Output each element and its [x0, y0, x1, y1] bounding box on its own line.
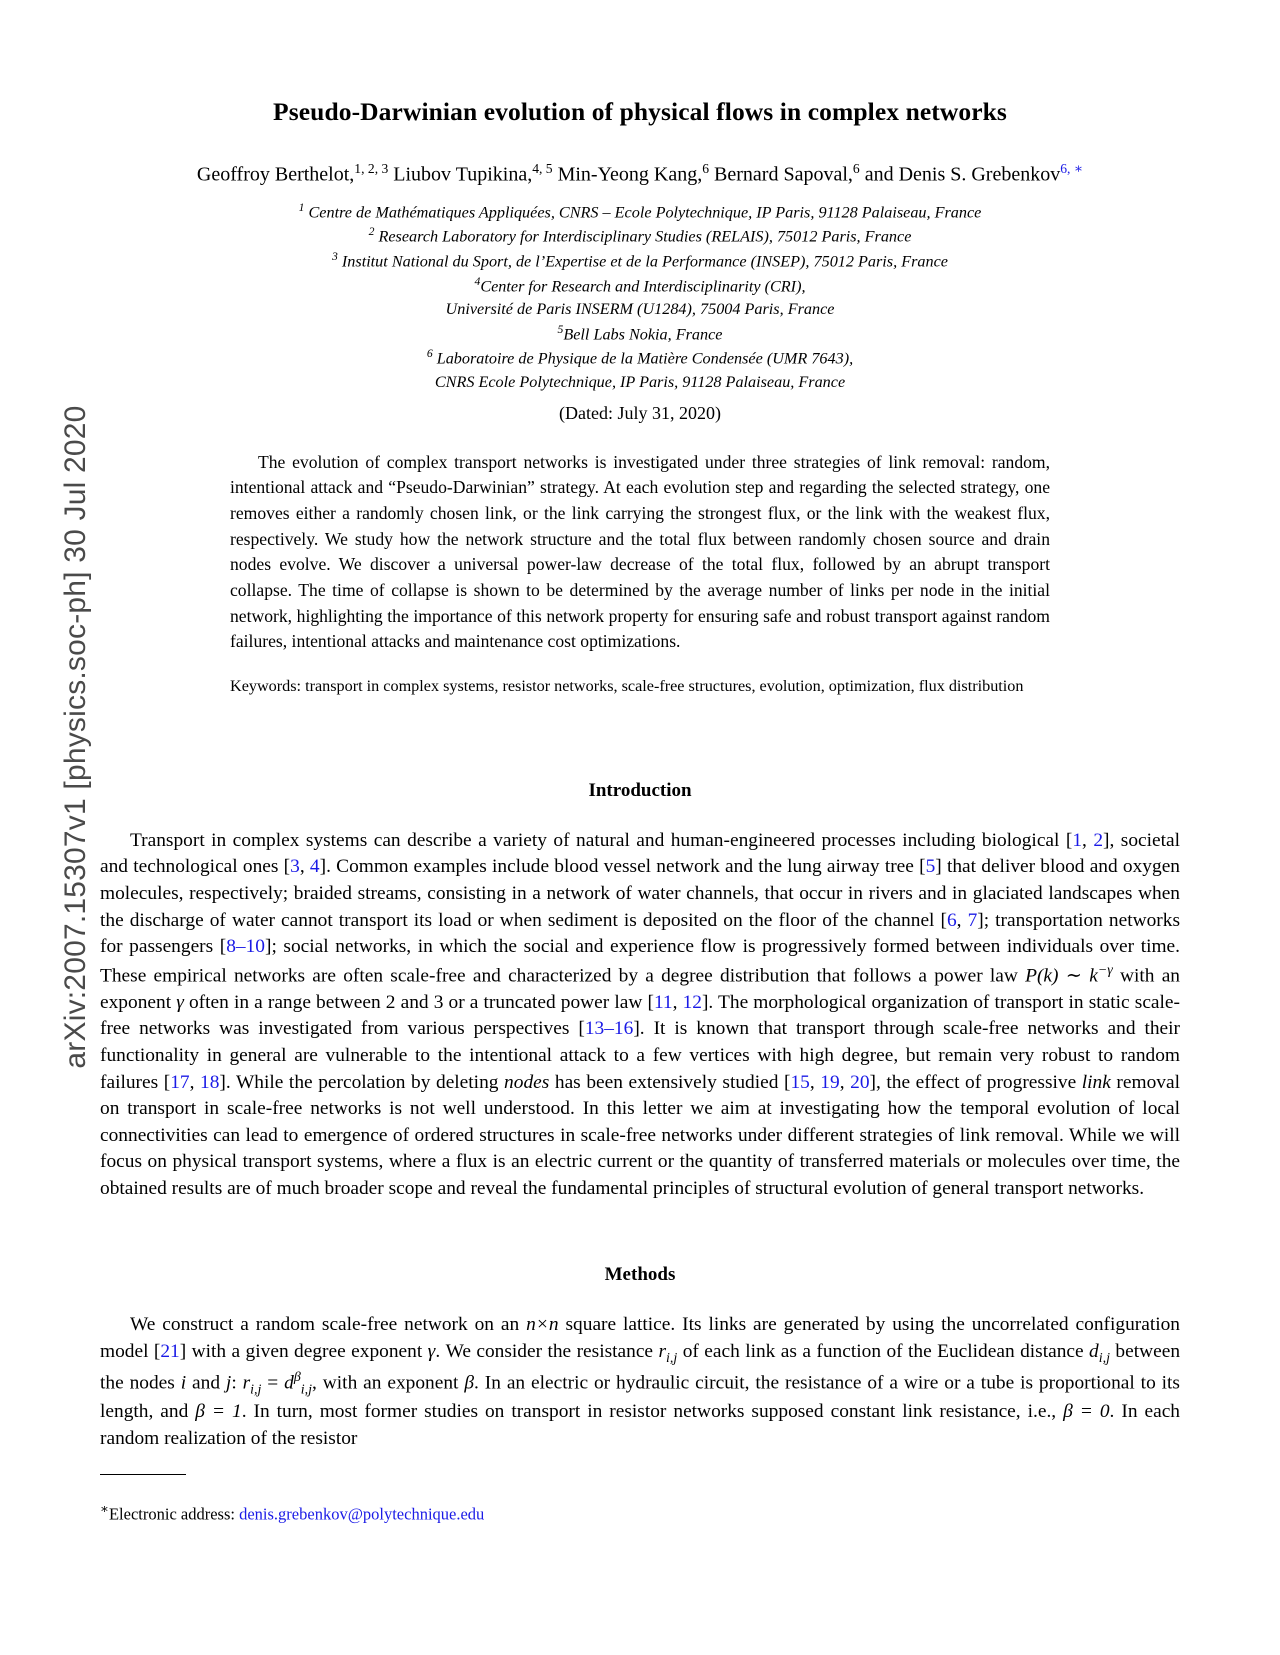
- footnote-label: Electronic address:: [108, 1504, 240, 1524]
- citation-link[interactable]: 3: [290, 856, 300, 878]
- paper-content: [100, 0, 1180, 1453]
- author-name-4: Bernard Sapoval,: [709, 163, 853, 186]
- affiliation-marker: 1: [298, 200, 305, 214]
- citation-link[interactable]: 8–10: [226, 936, 265, 958]
- affiliation-marker: 2: [368, 225, 375, 239]
- affiliation-item: [100, 274, 1180, 299]
- affiliation-text: Université de Paris INSERM (U1284), 75004 Paris, France: [445, 300, 835, 319]
- affiliation-text: Bell Labs Nokia, France: [563, 325, 723, 344]
- author-affil-marker-5[interactable]: 6, ∗: [1060, 160, 1084, 176]
- emphasis-nodes: nodes: [504, 1071, 550, 1093]
- affiliation-item: [100, 322, 1180, 347]
- citation-link[interactable]: 19: [820, 1071, 840, 1093]
- introduction-paragraph: Transport in complex systems can describe a variety of natural and human-engineered processes including biological [1, 2], societal and technological ones [3, 4]. Common examples include blood vessel network and the lung airway tree [5] that deliver blood and oxygen molecules, respectively; braided streams, consisting in a network of water channels, that occur in rivers and in glaciated landscapes when the discharge of water cannot transport its load or when sediment is deposited on the floor of the channel [6, 7]; transportation networks for passengers [8–10]; social networks, in which the social and experience flow is progressively formed between individuals over time. These empirical networks are often scale-free and characterized by a degree distribution that follows a power law P(k) ∼ $k^{-\gamma}$ with an exponent γ often in a range between 2 and 3 or a truncated power law [11, 12]. The morphological organization of transport in static scale-free networks was investigated from various perspectives [13–16]. It is known that transport through scale-free networks and their functionality in general are vulnerable to the intentional attack to a few vertices with high degree, but remain very robust to random failures [17, 18]. While the percolation by deleting nodes has been extensively studied [15, 19, 20], the effect of progressive link removal on transport in scale-free networks is not well understood. In this letter we aim at investigating how the temporal evolution of local connectivities can lead to emergence of ordered structures in scale-free networks under different strategies of link removal. While we will focus on physical transport systems, where a flux is an electric current or the quantity of transferred materials or molecules over time, the obtained results are of much broader scope and reveal the fundamental principles of structural evolution of general transport networks.: [100, 829, 1181, 1199]
- citation-link[interactable]: 15: [790, 1071, 810, 1093]
- methods-paragraph: We construct a random scale-free network on an n×n square lattice. Its links are generated by using the uncorrelated configuration model [21] with a given degree exponent γ. We consider the resistance $r_{i,j}$ of each link as a function of the Euclidean distance $d_{i,j}$ between the nodes i and j: $r_{i,j} = d^\beta_{i,j}$, with an exponent β. In an electric or hydraulic circuit, the resistance of a wire or a tube is proportional to its length, and β = 1. In turn, most former studies on transport in resistor networks supposed constant link resistance, i.e., β = 0. In each random realization of the resistor: [100, 1314, 1181, 1450]
- math-gamma: γ: [176, 991, 184, 1013]
- dated-line: (Dated: July 31, 2020): [559, 402, 721, 423]
- affiliation-text: Institut National du Sport, de l’Expertise et de la Performance (INSEP), 75012 Paris, France: [341, 252, 948, 271]
- citation-link[interactable]: 12: [682, 991, 702, 1013]
- arxiv-identifier-stamp: arXiv:2007.15307v1 [physics.soc-ph] 30 Jul 2020: [59, 405, 92, 1069]
- emphasis-link: link: [1081, 1071, 1111, 1093]
- footnote-electronic-address: [100, 1500, 484, 1525]
- section-heading-introduction: Introduction: [588, 779, 692, 801]
- author-affil-marker-1: 1, 2, 3: [354, 160, 389, 176]
- page-title: Pseudo-Darwinian evolution of physical flows in complex networks: [273, 97, 1007, 126]
- affiliation-list: [100, 200, 1180, 395]
- citation-link[interactable]: 11: [653, 991, 673, 1013]
- citation-link[interactable]: 1: [1072, 829, 1083, 851]
- citation-link[interactable]: 7: [967, 909, 978, 931]
- citation-link[interactable]: 4: [309, 856, 320, 878]
- affiliation-item: [100, 346, 1180, 371]
- affiliation-text: Laboratoire de Physique de la Matière Condensée (UMR 7643),: [436, 349, 854, 368]
- abstract-block: [230, 450, 1050, 655]
- footnote-rule: [100, 1474, 186, 1475]
- affiliation-marker: 3: [332, 249, 338, 263]
- author-list: [100, 160, 1180, 188]
- author-name-1: Geoffroy Berthelot,: [196, 163, 355, 186]
- affiliation-text: Research Laboratory for Interdisciplinary Studies (RELAIS), 75012 Paris, France: [378, 227, 912, 246]
- email-link[interactable]: denis.grebenkov@polytechnique.edu: [239, 1504, 485, 1524]
- citation-link[interactable]: 2: [1093, 829, 1104, 851]
- abstract-text: The evolution of complex transport networks is investigated under three strategies of link removal: random, intentional attack and “Pseudo-Darwinian” strategy. At each evolution step and regarding the selected strategy, one removes either a randomly chosen link, or the link carrying the strongest flux, or the link with the weakest flux, respectively. We study how the network structure and the total flux between randomly chosen source and drain nodes evolve. We discover a universal power-law decrease of the total flux, followed by an abrupt transport collapse. The time of collapse is shown to be determined by the average number of links per node in the initial network, highlighting the importance of this network property for ensuring safe and robust transport against random failures, intentional attacks and maintenance cost optimizations.: [230, 451, 1050, 652]
- author-affil-marker-3: 6: [702, 160, 710, 176]
- keywords-block: [230, 675, 1050, 698]
- footnote-marker: ∗: [100, 1501, 109, 1517]
- affiliation-marker: 5: [557, 322, 564, 336]
- affiliation-text: CNRS Ecole Polytechnique, IP Paris, 91128 Palaiseau, France: [434, 373, 846, 392]
- author-affil-marker-4: 6: [852, 160, 860, 176]
- citation-link[interactable]: 20: [850, 1071, 870, 1093]
- affiliation-text: Centre de Mathématiques Appliquées, CNRS – Ecole Polytechnique, IP Paris, 91128 Palaiseau, France: [308, 202, 982, 221]
- author-name-3: Min-Yeong Kang,: [552, 163, 703, 186]
- affiliation-item: [100, 224, 1180, 249]
- author-name-5: and Denis S. Grebenkov: [859, 163, 1061, 186]
- affiliation-item: [100, 371, 1180, 394]
- citation-link[interactable]: 18: [200, 1071, 220, 1093]
- affiliation-marker: 4: [474, 274, 481, 288]
- affiliation-marker: 6: [426, 347, 433, 361]
- affiliation-item: [100, 249, 1180, 274]
- affiliation-item: [100, 298, 1180, 321]
- section-heading-methods: Methods: [604, 1264, 676, 1286]
- keywords-text: Keywords: transport in complex systems, resistor networks, scale-free structures, evolution, optimization, flux distribution: [230, 676, 1024, 695]
- affiliation-text: Center for Research and Interdisciplinarity (CRI),: [480, 277, 806, 296]
- citation-link[interactable]: 13–16: [584, 1018, 634, 1040]
- citation-link[interactable]: 5: [925, 856, 936, 878]
- author-affil-marker-2: 4, 5: [532, 160, 553, 176]
- math-nxn: n×n: [526, 1314, 559, 1336]
- author-name-2: Liubov Tupikina,: [388, 163, 533, 186]
- affiliation-item: [100, 200, 1180, 225]
- citation-link[interactable]: 6: [946, 909, 957, 931]
- citation-link[interactable]: 17: [170, 1071, 190, 1093]
- citation-link[interactable]: 21: [160, 1341, 180, 1363]
- math-pk: P(k): [1025, 965, 1059, 987]
